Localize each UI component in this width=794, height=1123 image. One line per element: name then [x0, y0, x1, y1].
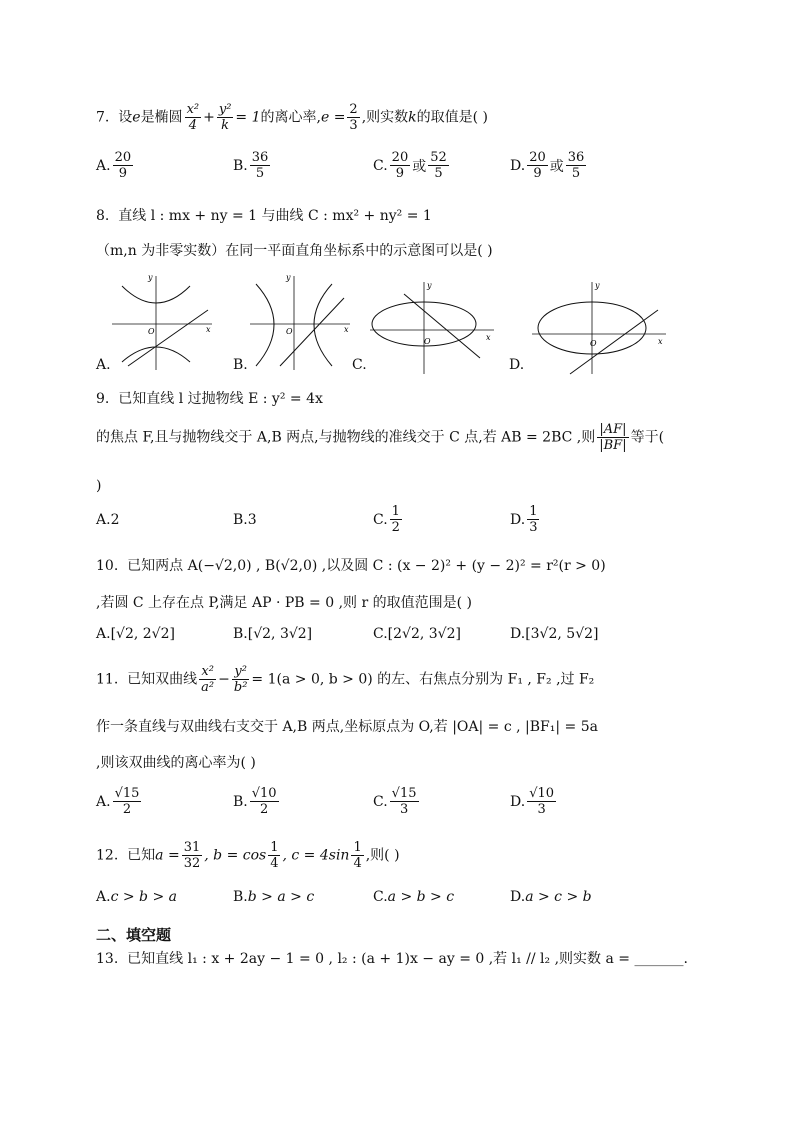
option-c[interactable]: C. $\frac{20}{9}$ 或 $\frac{52}{5}$: [373, 150, 447, 181]
q10-options: [96, 626, 716, 666]
option-d[interactable]: D. $\frac{√10}{3}$: [510, 786, 555, 817]
svg-text:y: y: [427, 281, 432, 290]
question-11-line3: ,则该双曲线的离心率为( ): [96, 755, 256, 771]
question-7: 7. 设e是椭圆 $\frac{\text{x²}}{4}$ + $\frac{\text{y²}}{k}$ = 1的离心率,e = $\frac{2}{3}$ ,则实数k的取值是( ): [96, 102, 489, 133]
option-c[interactable]: C. a > b > c: [373, 889, 455, 905]
figure-a-hyperbola: [108, 270, 218, 375]
question-11-line2: 作一条直线与双曲线右支交于 A,B 两点,坐标原点为 O,若 |OA| = c , |BF₁| = 5a: [96, 719, 598, 735]
option-c[interactable]: C. $\frac{1}{2}$: [373, 504, 400, 535]
option-a[interactable]: A. $\frac{20}{9}$: [96, 150, 132, 181]
question-9-line3: ): [96, 478, 102, 494]
question-10-line1: 10. 已知两点 A(−√2,0) , B(√2,0) ,以及圆 C : (x − 2)² + (y − 2)² = r²(r > 0): [96, 558, 606, 574]
q11-options: [96, 786, 716, 826]
question-13: 13. 已知直线 l₁ : x + 2ay − 1 = 0 , l₂ : (a + 1)x − ay = 0 ,若 l₁ // l₂ ,则实数 a = _______.: [96, 951, 688, 967]
svg-text:O: O: [148, 327, 155, 336]
fraction: $\frac{\text{y²}}{k}$: [218, 102, 232, 133]
question-8-line2: （m,n 为非零实数）在同一平面直角坐标系中的示意图可以是( ): [96, 243, 493, 259]
figure-d-ellipse: [530, 278, 670, 378]
option-b[interactable]: B. [√2, 3√2]: [233, 626, 313, 642]
option-c[interactable]: C. $\frac{√15}{3}$: [373, 786, 417, 817]
svg-text:O: O: [286, 327, 293, 336]
option-b[interactable]: B. $\frac{√10}{2}$: [233, 786, 277, 817]
svg-text:x: x: [206, 325, 211, 334]
figure-c-ellipse: [368, 278, 498, 378]
question-12: 12. 已知a = $\frac{31}{32}$ , b = cos $\frac{1}{4}$ , c = 4sin $\frac{1}{4}$ ,则( ): [96, 840, 400, 871]
option-d[interactable]: D. $\frac{20}{9}$ 或 $\frac{36}{5}$: [510, 150, 585, 181]
question-11-line1: 11. 已知双曲线 $\frac{\text{x²}}{\text{a²}}$ − $\frac{\text{y²}}{\text{b²}}$ = 1(a > 0, b > 0) 的左、右焦点分别为 F₁ , F₂ ,过 F₂: [96, 664, 595, 695]
question-10-line2: ,若圆 C 上存在点 P,满足 AP · PB = 0 ,则 r 的取值范围是( ): [96, 595, 472, 611]
question-8-line1: 8. 直线 l : mx + ny = 1 与曲线 C : mx² + ny² = 1: [96, 208, 432, 224]
svg-text:x: x: [658, 337, 663, 346]
question-9-line1: 9. 已知直线 l 过抛物线 E : y² = 4x: [96, 391, 323, 407]
option-c[interactable]: C. [2√2, 3√2]: [373, 626, 461, 642]
svg-text:x: x: [344, 325, 349, 334]
question-9-line2: 的焦点 F,且与抛物线交于 A,B 两点,与抛物线的准线交于 C 点,若 AB = 2BC ,则 $\frac{|AF|}{|BF|}$ 等于(: [96, 422, 665, 453]
q9-options: [96, 504, 716, 544]
figure-b-hyperbola: [246, 270, 356, 375]
figure-d-label[interactable]: D.: [509, 357, 525, 373]
option-d[interactable]: D. [3√2, 5√2]: [510, 626, 599, 642]
figure-c-label[interactable]: C.: [352, 357, 367, 373]
q7-options: [96, 150, 716, 190]
option-d[interactable]: D. a > c > b: [510, 889, 592, 905]
option-a[interactable]: A. 2: [96, 512, 120, 528]
figure-b-label[interactable]: B.: [233, 357, 248, 373]
q12-options: [96, 889, 716, 929]
figure-a-label[interactable]: A.: [96, 357, 111, 373]
fraction: $\frac{2}{3}$: [349, 102, 358, 133]
section-heading: 二、填空题: [96, 926, 172, 944]
svg-text:y: y: [148, 273, 153, 282]
svg-text:O: O: [590, 339, 597, 348]
option-b[interactable]: B. b > a > c: [233, 889, 315, 905]
svg-text:O: O: [424, 337, 431, 346]
option-d[interactable]: D. $\frac{1}{3}$: [510, 504, 538, 535]
fraction: $\frac{\text{x²}}{4}$: [186, 102, 200, 133]
option-a[interactable]: A. c > b > a: [96, 889, 177, 905]
option-b[interactable]: B. 3: [233, 512, 257, 528]
option-a[interactable]: A. $\frac{√15}{2}$: [96, 786, 140, 817]
svg-text:x: x: [486, 333, 491, 342]
svg-text:y: y: [286, 273, 291, 282]
svg-text:y: y: [595, 281, 600, 290]
option-a[interactable]: A. [√2, 2√2]: [96, 626, 175, 642]
option-b[interactable]: B. $\frac{36}{5}$: [233, 150, 269, 181]
